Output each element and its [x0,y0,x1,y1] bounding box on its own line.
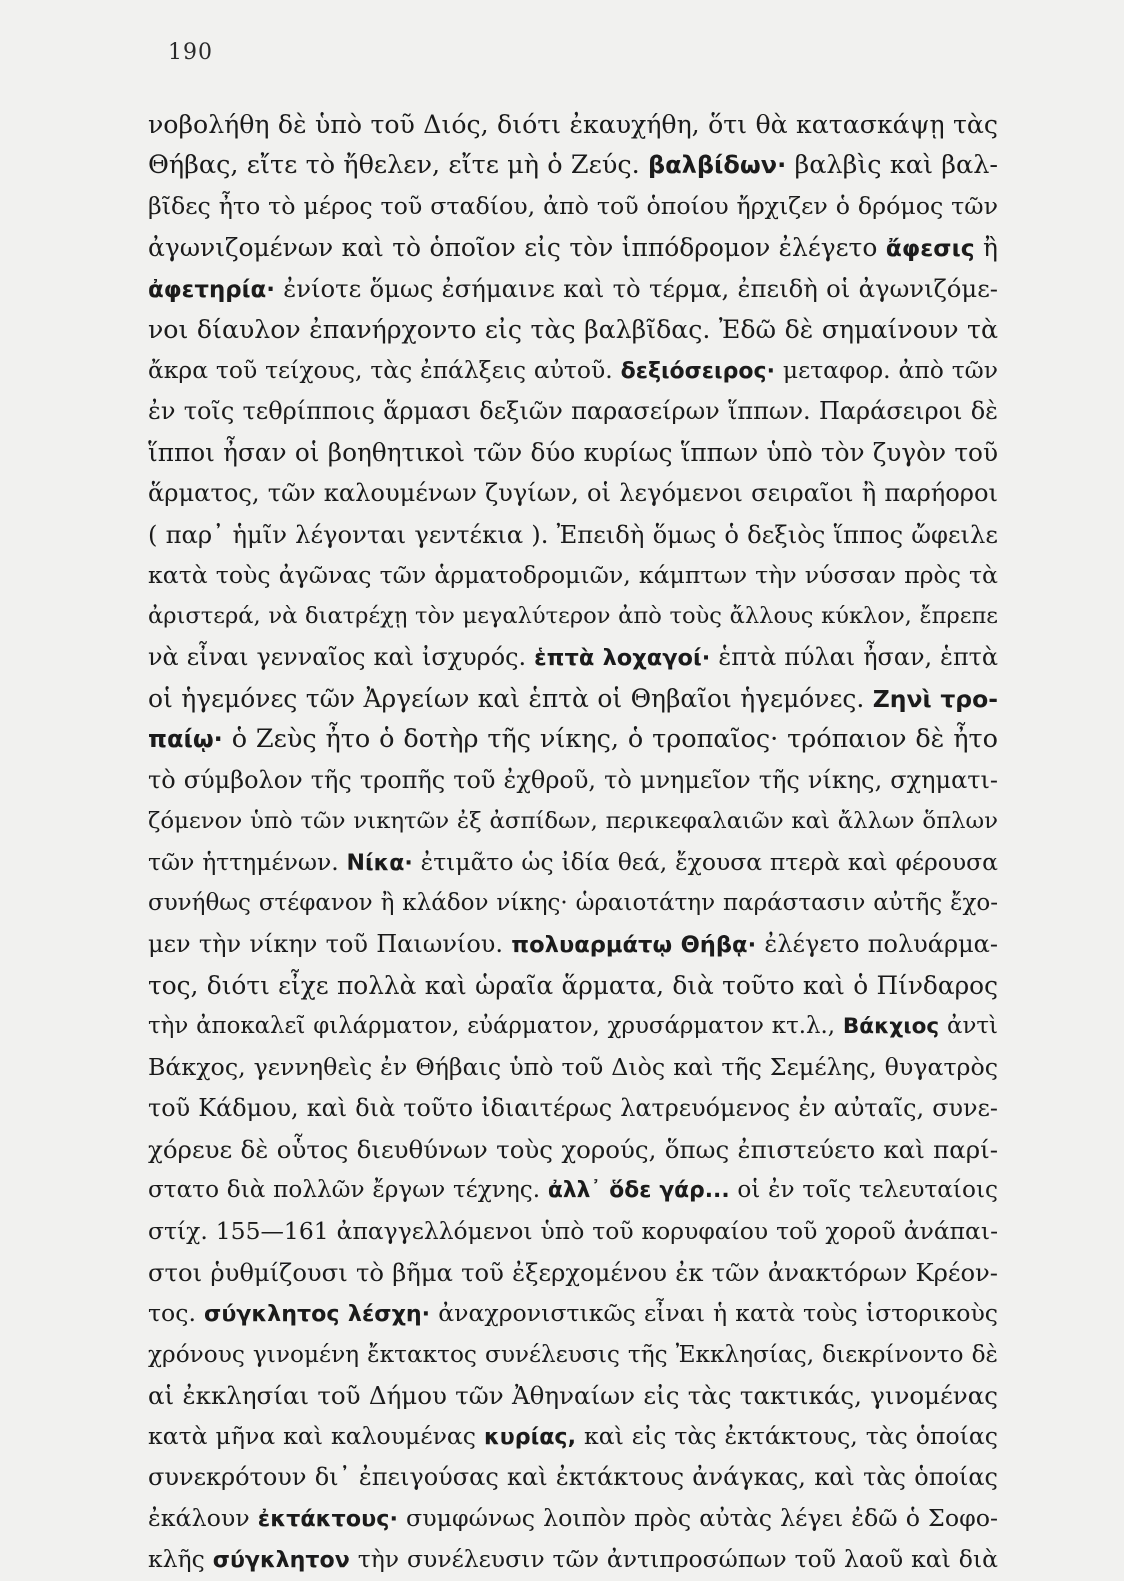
lemma-term: δεξιόσειρος· [620,359,775,384]
text-line [148,1457,998,1498]
text-segment: ἅρματος, τῶν καλουμένων ζυγίων, οἱ λεγόμενοι σειραῖοι ἢ παρήοροι [148,479,998,507]
lemma-term: ἐκτάκτους· [257,1506,398,1532]
text-segment: τῶν ἡττημένων. [148,848,347,876]
text-line [148,842,998,883]
text-segment: οἱ ἐν τοῖς τελευταίοις [729,1177,999,1203]
text-segment: μεν τὴν νίκην τοῦ Παιωνίου. [148,930,512,958]
lemma-term: παίῳ· [148,725,223,753]
text-segment: νὰ εἶναι γενναῖος καὶ ἰσχυρός. [148,643,535,671]
text-line [148,596,998,637]
text-line [148,924,998,965]
text-line [148,1047,998,1088]
text-line [148,760,998,801]
lemma-term: σύγκλητον [212,1547,350,1573]
text-segment: τος. [148,1299,205,1327]
text-segment: τος, διότι εἶχε πολλὰ καὶ ὡραῖα ἅρματα, διὰ τοῦτο καὶ ὁ Πίνδαρος [148,971,998,1000]
text-line [148,1498,998,1539]
text-line [148,145,998,186]
text-segment: ἐκάλουν [148,1504,258,1532]
text-line [148,309,998,350]
text-segment: κλῆς [148,1545,213,1573]
text-line [148,432,998,473]
text-segment: ἑπτὰ πύλαι ἦσαν, ἑπτὰ [710,643,999,671]
text-line [148,1006,998,1047]
text-segment: χόρευε δὲ οὗτος διευθύνων τοὺς χορούς, ὅπως ἐπιστεύετο καὶ παρί- [148,1135,998,1164]
lemma-term: βαλβίδων· [647,151,787,179]
page-number: 190 [168,40,213,65]
lemma-term: ἑπτὰ λοχαγοί· [534,645,711,671]
text-line [148,555,998,596]
lemma-term: σύγκλητος λέσχη· [204,1301,431,1327]
text-line [148,104,998,145]
text-line [148,1170,998,1211]
text-line [148,268,998,309]
text-segment: ἀγωνιζομένων καὶ τὸ ὁποῖον εἰς τὸν ἱππόδρομον ἐλέγετο [148,233,886,262]
text-segment: βῖδες ἦτο τὸ μέρος τοῦ σταδίου, ἀπὸ τοῦ ὁποίου ἤρχιζεν ὁ δρόμος τῶν [148,192,998,220]
text-line [148,965,998,1006]
text-segment: κατὰ μῆνα καὶ καλουμένας [148,1422,484,1450]
text-segment: τὸ σύμβολον τῆς τροπῆς τοῦ ἐχθροῦ, τὸ μνημεῖον τῆς νίκης, σχηματι- [148,766,998,794]
text-line [148,1252,998,1293]
text-segment: τοῦ Κάδμου, καὶ διὰ τοῦτο ἰδιαιτέρως λατρευόμενος ἐν αὐταῖς, συνε- [148,1094,998,1122]
text-segment: στατο διὰ πολλῶν ἔργων τέχνης. [148,1177,548,1203]
text-line [148,1334,998,1375]
text-segment: μεταφορ. ἀπὸ τῶν [774,356,998,384]
text-segment: ζόμενον ὑπὸ τῶν νικητῶν ἐξ ἀσπίδων, περικεφαλαιῶν καὶ ἄλλων ὅπλων [148,808,998,834]
text-segment: ἐν τοῖς τεθρίπποις ἅρμασι δεξιῶν παρασείρων ἵππων. Παράσειροι δὲ [148,397,998,425]
lemma-term: ἄφεσις [885,234,975,262]
text-segment: τὴν ἀποκαλεῖ φιλάρματον, εὐάρματον, χρυσάρματον κτ.λ., [148,1013,843,1039]
text-line [148,1375,998,1416]
text-segment: στίχ. 155—161 ἀπαγγελλόμενοι ὑπὸ τοῦ κορυφαίου τοῦ χοροῦ ἀνάπαι- [148,1217,998,1245]
text-segment: συνεκρότουν δι᾽ ἐπειγούσας καὶ ἐκτάκτους ἀνάγκας, καὶ τὰς ὁποίας [148,1463,998,1491]
text-segment: ἐτιμᾶτο ὡς ἰδία θεά, ἔχουσα πτερὰ καὶ φέρουσα [412,848,998,876]
text-segment: ἢ [974,233,998,262]
text-segment: χρόνους γινομένη ἔκτακτος συνέλευσις τῆς Ἐκκλησίας, διεκρίνοντο δὲ [148,1341,998,1368]
text-segment: ἐλέγετο πολυάρμα- [756,930,998,958]
text-segment: ἀντὶ [939,1013,998,1039]
text-line [148,227,998,268]
text-line [148,186,998,227]
text-segment: ἵπποι ἦσαν οἱ βοηθητικοὶ τῶν δύο κυρίως ἵππων ὑπὸ τὸν ζυγὸν τοῦ [148,438,998,467]
text-line [148,391,998,432]
lemma-term: ἀφετηρία· [148,277,275,303]
text-line [148,514,998,555]
text-segment: νοι δίαυλον ἐπανήρχοντο εἰς τὰς βαλβῖδας. Ἐδῶ δὲ σημαίνουν τὰ [148,315,998,344]
text-segment: κατὰ τοὺς ἀγῶνας τῶν ἁρματοδρομιῶν, κάμπτων τὴν νύσσαν πρὸς τὰ [148,561,998,589]
commentary-text [148,104,998,1580]
text-segment: Θήβας, εἴτε τὸ ἤθελεν, εἴτε μὴ ὁ Ζεύς. [148,150,648,180]
text-line [148,1211,998,1252]
text-segment: ἀναχρονιστικῶς εἶναι ἡ κατὰ τοὺς ἱστορικοὺς [430,1299,999,1327]
text-segment: βαλβὶς καὶ βαλ- [786,150,999,180]
text-line [148,1416,998,1457]
text-line [148,1088,998,1129]
text-segment: συνήθως στέφανον ἢ κλάδον νίκης· ὡραιοτάτην παράστασιν αὐτῆς ἔχο- [148,890,998,916]
text-line [148,473,998,514]
text-line [148,883,998,924]
text-line [148,1293,998,1334]
text-line [148,1129,998,1170]
text-segment: οἱ ἡγεμόνες τῶν Ἀργείων καὶ ἑπτὰ οἱ Θηβαῖοι ἡγεμόνες. [148,684,873,713]
text-segment: αἱ ἐκκλησίαι τοῦ Δήμου τῶν Ἀθηναίων εἰς τὰς τακτικάς, γινομένας [148,1381,998,1410]
text-line [148,801,998,842]
text-segment: τὴν συνέλευσιν τῶν ἀντιπροσώπων τοῦ λαοῦ καὶ διὰ [349,1545,999,1573]
text-segment: καὶ εἰς τὰς ἐκτάκτους, τὰς ὁποίας [576,1422,998,1450]
text-line [148,637,998,678]
lemma-term: πολυαρμάτῳ Θήβᾳ· [511,932,757,958]
lemma-term: ἀλλ᾽ ὅδε γάρ... [547,1178,730,1203]
text-segment: νοβολήθη δὲ ὑπὸ τοῦ Διός, διότι ἐκαυχήθη, ὅτι θὰ κατασκάψῃ τὰς [148,110,998,139]
text-segment: Βάκχος, γεννηθεὶς ἐν Θήβαις ὑπὸ τοῦ Διὸς καὶ τῆς Σεμέλης, θυγατρὸς [148,1053,998,1081]
text-line [148,678,998,719]
text-line [148,350,998,391]
text-segment: ὁ Ζεὺς ἦτο ὁ δοτὴρ τῆς νίκης, ὁ τροπαῖος· τρόπαιον δὲ ἦτο [222,724,998,754]
lemma-term: Βάκχιος [842,1014,940,1039]
lemma-term: Ζηνὶ τρο- [872,685,998,713]
text-line [148,719,998,760]
text-segment: ἄκρα τοῦ τείχους, τὰς ἐπάλξεις αὐτοῦ. [148,356,621,384]
text-segment: ( παρ᾽ ἡμῖν λέγονται γεντέκια ). Ἐπειδὴ ὅμως ὁ δεξιὸς ἵππος ὤφειλε [148,520,998,549]
text-segment: ἀριστερά, νὰ διατρέχῃ τὸν μεγαλύτερον ἀπὸ τοὺς ἄλλους κύκλον, ἔπρεπε [148,603,998,629]
lemma-term: κυρίας, [483,1424,577,1450]
text-segment: στοι ῥυθμίζουσι τὸ βῆμα τοῦ ἐξερχομένου ἐκ τῶν ἀνακτόρων Κρέον- [148,1258,998,1287]
text-line [148,1539,998,1580]
text-segment: συμφώνως λοιπὸν πρὸς αὐτὰς λέγει ἐδῶ ὁ Σοφο- [397,1504,998,1532]
lemma-term: Νίκα· [346,851,413,876]
text-segment: ἐνίοτε ὅμως ἐσήμαινε καὶ τὸ τέρμα, ἐπειδὴ οἱ ἀγωνιζόμε- [274,274,998,303]
